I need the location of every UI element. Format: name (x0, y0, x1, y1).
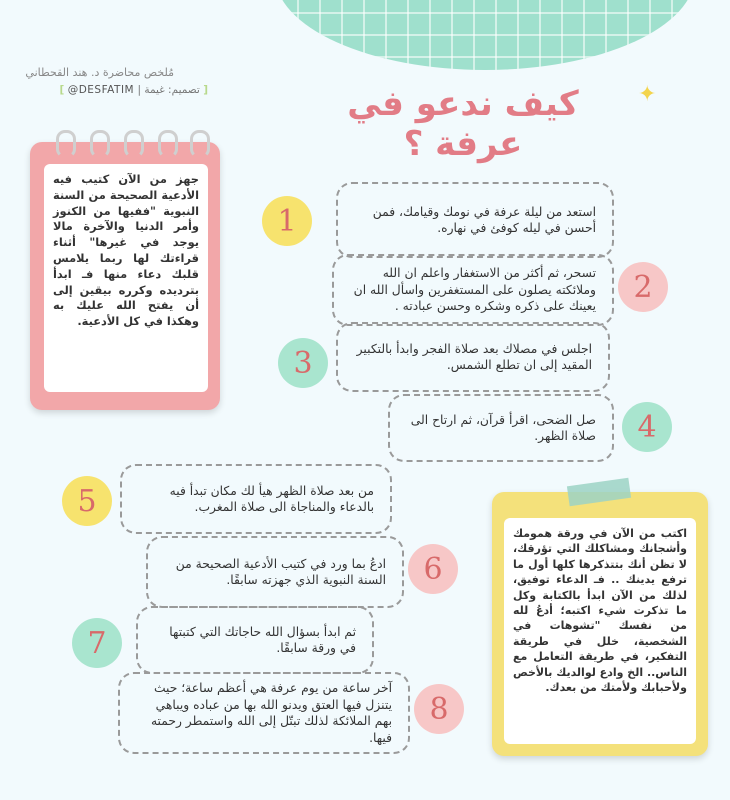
bracket-left: [ (59, 84, 65, 96)
left-note-card (30, 142, 220, 410)
left-note-text: جهز من الآن كتيب فيه الأدعية الصحيحة من السنة النبوية "ففيها من الكنوز وأمر الدنيا والآخرة مالا يوجد في غيرها" أثناء قراءتك لها ربما يلامس قلبك دعاء منها فـ ابدأ بترديده وكرره بيقين إلى أن يفتح الله عليك به وهكذا في كل الأدعية. (53, 172, 199, 329)
step-text-7: ثم ابدأ بسؤال الله حاجاتك التي كتبتها في ورقة سابقًا. (169, 624, 356, 655)
decorative-grid-bubble (275, 0, 695, 70)
step-bubble-2 (332, 254, 614, 326)
lecture-credit: مُلخص محاضرة د. هند القحطاني (25, 66, 174, 79)
tape-decoration (567, 478, 631, 506)
step-text-1: استعد من ليلة عرفة في نومك وقيامك، فمن أحسن في ليله كوفئ في نهاره. (372, 204, 596, 235)
bracket-right: ] (203, 84, 208, 96)
step-text-2: تسحر، ثم أكثر من الاستغفار واعلم ان الله وملائكته يصلون على المستغفرين واسأل الله ان يعينك على ذكره وشكره وحسن عبادته . (353, 266, 596, 314)
designer-handle: @DESFATIM (67, 84, 135, 96)
step-number-5: 5 (62, 476, 112, 526)
step-number-3: 3 (278, 338, 328, 388)
ring-icon (190, 130, 210, 158)
step-number-2: 2 (618, 262, 668, 312)
step-number-6: 6 (408, 544, 458, 594)
step-text-3: اجلس في مصلاك بعد صلاة الفجر وابدأ بالتكبير المقيد إلى ان تطلع الشمس. (356, 341, 592, 372)
ring-icon (56, 130, 76, 158)
step-bubble-5 (120, 464, 392, 534)
step-bubble-4 (388, 394, 614, 462)
step-text-4: صل الضحى، اقرأ قرآن، ثم ارتاح الى صلاة الظهر. (410, 412, 596, 443)
step-number-7: 7 (72, 618, 122, 668)
sparkle-icon: ✦ (638, 82, 657, 107)
design-label: تصميم: غيمة (144, 84, 200, 96)
step-bubble-7 (136, 606, 374, 674)
page-title: كيف ندعو في عرفة ؟ (347, 84, 579, 164)
step-number-8: 8 (414, 684, 464, 734)
right-note-text: اكتب من الآن في ورقة همومك وأشجانك ومشاكلك التي تؤرقك، لا تظن أنك بتتذكرها كلها أول ما ترفع يدينك .. فـ الدعاء توفيق، لذلك من الآن ابدأ بالكتابة وكل ما تذكرت شيء اكتبه؛ أدعُ لله من نفسك "تشوهات في الشخصية، خلل في طريقة التفكير، في طريقة التعامل مع الناس.. الخ وادع لوالديك بالأخص ولأحبابك ولأمتك من بعدك. (512, 527, 687, 695)
credit-separator: | (137, 84, 141, 96)
design-credit (18, 84, 208, 96)
step-bubble-8 (118, 672, 410, 754)
step-bubble-1 (336, 182, 614, 258)
step-number-4: 4 (622, 402, 672, 452)
ring-icon (90, 130, 110, 158)
step-bubble-6 (146, 536, 404, 608)
ring-icon (124, 130, 144, 158)
step-text-6: ادعُ بما ورد في كتيب الأدعية الصحيحة من السنة النبوية الذي جهزته سابقًا. (175, 556, 386, 587)
ring-icon (158, 130, 178, 158)
step-bubble-3 (336, 322, 610, 392)
right-note-card (492, 492, 708, 756)
step-number-1: 1 (262, 196, 312, 246)
step-text-8: آخر ساعة من يوم عرفة هي أعظم ساعة؛ حيث يتنزل فيها العتق ويدنو الله بها من عباده ويباهي بهم الملائكة لذلك تبتّل إلى الله واستمطر رحمته فيها. (150, 681, 392, 745)
step-text-5: من بعد صلاة الظهر هيأ لك مكان تبدأ فيه بالدعاء والمناجاة الى صلاة المغرب. (169, 483, 374, 514)
